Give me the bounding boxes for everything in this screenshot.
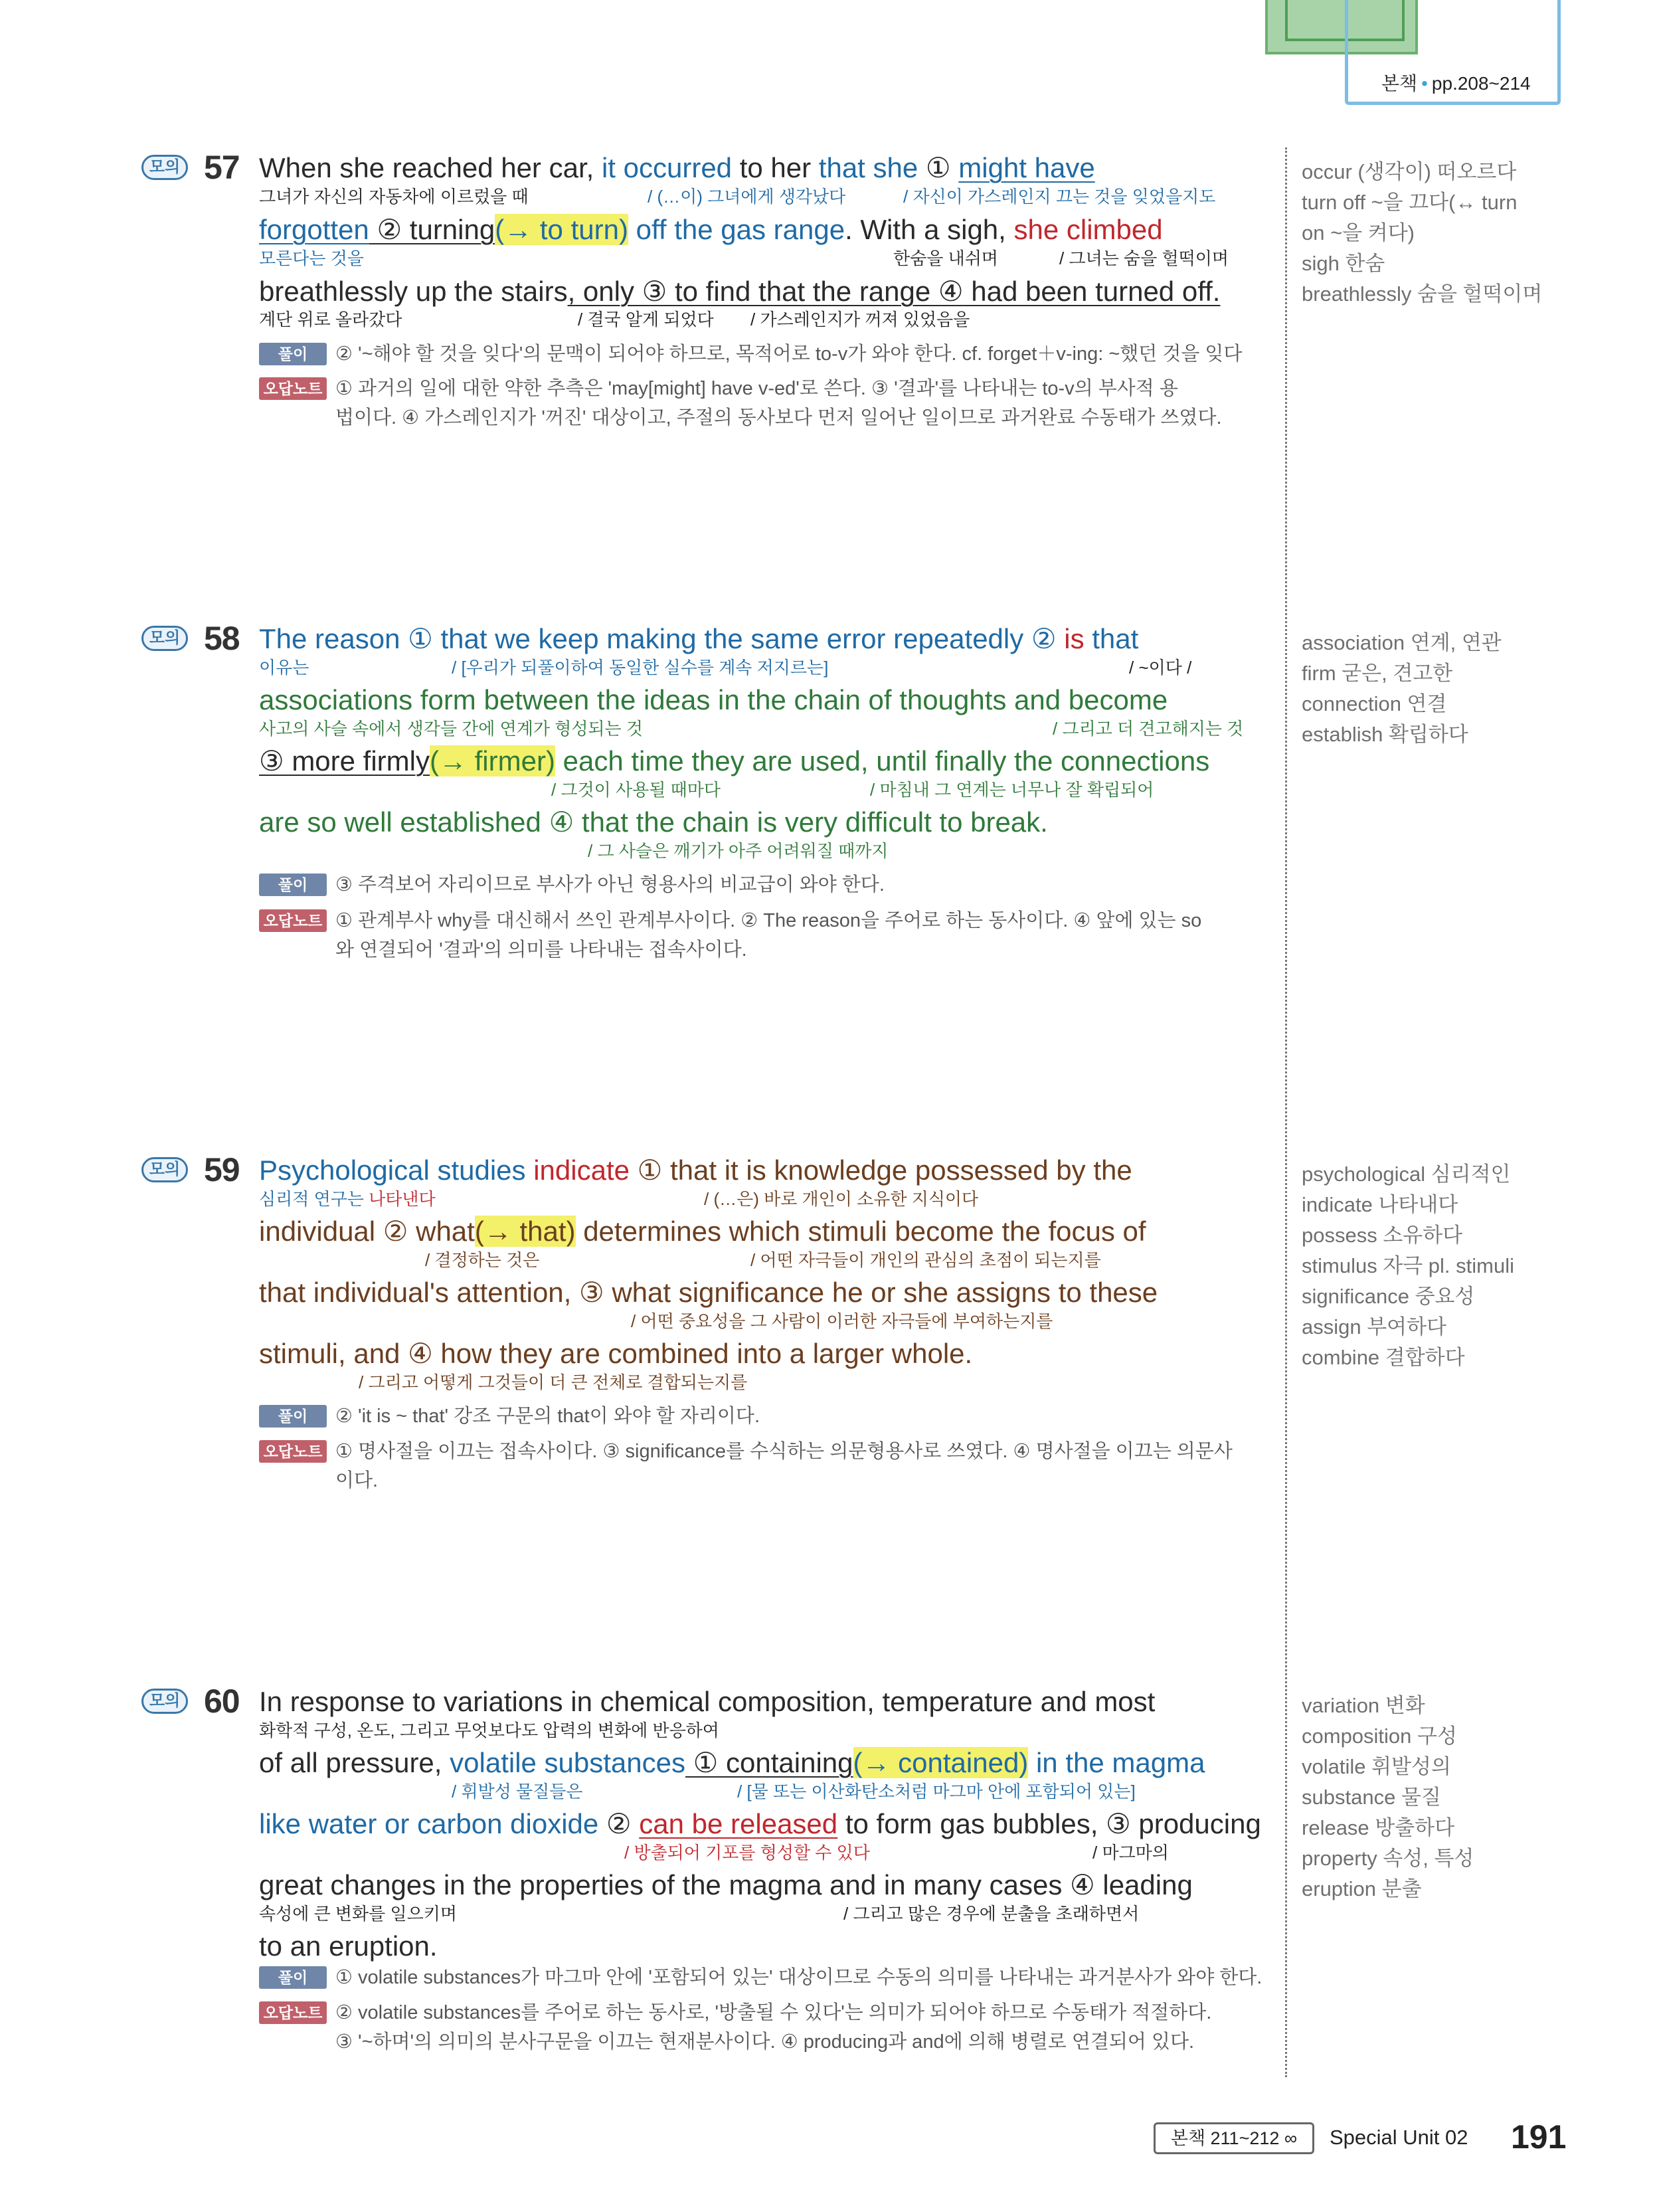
wrong-answer-tag: 오답노트 bbox=[259, 909, 327, 932]
vocab-item: indicate 나타내다 bbox=[1302, 1193, 1458, 1216]
explanation: ② '~해야 할 것을 잊다'의 문맥이 되어야 하므로, 목적어로 to-v가 와야 한다. cf. forget＋v-ing: ~했던 것을 잊다 bbox=[335, 343, 1243, 365]
mock-exam-badge: 모의 bbox=[141, 1689, 188, 1714]
translation: 화학적 구성, 온도, 그리고 무엇보다도 압력의 변화에 반응하여 bbox=[259, 1720, 719, 1740]
mock-exam-badge: 모의 bbox=[141, 1157, 188, 1182]
explain-tag: 풀이 bbox=[259, 874, 327, 896]
explanation: ② 'it is ~ that' 강조 구문의 that이 와야 할 자리이다. bbox=[335, 1406, 760, 1427]
translation: / [물 또는 이산화탄소처럼 마그마 안에 포함되어 있는] bbox=[737, 1782, 1136, 1801]
explain-tag: 풀이 bbox=[259, 1405, 327, 1428]
vocab-item: substance 물질 bbox=[1302, 1786, 1441, 1809]
translation: / 마그마의 bbox=[1092, 1843, 1169, 1863]
page-reference bbox=[1381, 69, 1531, 96]
sentence-line-1: In response to variations in chemical composition, temperature and most bbox=[259, 1686, 1156, 1717]
wrong-answer-note: ② volatile substances를 주어로 하는 동사로, '방출될 수 있다'는 의미가 되어야 하므로 수동태가 적절하다. bbox=[335, 2002, 1212, 2023]
mock-exam-badge: 모의 bbox=[141, 626, 188, 651]
translation: 한숨을 내쉬며 bbox=[893, 248, 998, 268]
wrong-answer-note: ① 과거의 일에 대한 약한 추측은 'may[might] have v-ed'로 쓴다. ③ '결과'를 나타내는 to-v의 부사적 용 bbox=[335, 378, 1178, 399]
translation: / 어떤 자극들이 개인의 관심의 초점이 되는지를 bbox=[750, 1250, 1101, 1270]
translation: / 자신이 가스레인지 끄는 것을 잊었을지도 bbox=[903, 187, 1216, 207]
translation: / 마침내 그 연계는 너무나 잘 확립되어 bbox=[870, 780, 1154, 800]
translation: / 방출되어 기포를 형성할 수 있다 bbox=[624, 1843, 870, 1863]
vocab-item: breathlessly 숨을 헐떡이며 bbox=[1302, 282, 1543, 306]
vocab-item: variation 변화 bbox=[1302, 1694, 1425, 1717]
explanation: ① volatile substances가 마그마 안에 '포함되어 있는' 대상이므로 수동의 의미를 나타내는 과거분사가 와야 한다. bbox=[335, 1967, 1262, 1988]
vocab-item: combine 결합하다 bbox=[1302, 1346, 1465, 1369]
vocab-item: composition 구성 bbox=[1302, 1724, 1457, 1748]
vocab-item: occur (생각이) 떠오르다 bbox=[1302, 160, 1517, 183]
vocab-item: association 연계, 연관 bbox=[1302, 631, 1502, 654]
translation: 심리적 연구는 나타낸다 bbox=[259, 1189, 436, 1209]
translation: / (…이) 그녀에게 생각났다 bbox=[648, 187, 846, 207]
explain-tag: 풀이 bbox=[259, 343, 327, 365]
wrong-answer-note: ③ '~하며'의 의미의 분사구문을 이끄는 현재분사이다. ④ producing과 and에 의해 병렬로 연결되어 있다. bbox=[335, 2031, 1195, 2053]
sentence-line-2: associations form between the ideas in the chain of thoughts and become bbox=[259, 684, 1168, 715]
question-number: 60 bbox=[204, 1683, 240, 1720]
sentence-line-2: individual ② what(→ that) determines which stimuli become the focus of bbox=[259, 1216, 1146, 1247]
translation: / 어떤 중요성을 그 사람이 이러한 자극들에 부여하는지를 bbox=[631, 1311, 1053, 1331]
wrong-answer-note: 법이다. ④ 가스레인지가 '꺼진' 대상이고, 주절의 동사보다 먼저 일어난 일이므로 과거완료 수동태가 쓰였다. bbox=[335, 407, 1222, 428]
sentence-line-3: breathlessly up the stairs, only ③ to find that the range ④ had been turned off. bbox=[259, 276, 1221, 307]
vocab-item: release 방출하다 bbox=[1302, 1816, 1455, 1839]
vocab-item: establish 확립하다 bbox=[1302, 723, 1468, 746]
vocab-item: turn off ~을 끄다(↔ turn bbox=[1302, 191, 1518, 214]
sentence-line-3: that individual's attention, ③ what significance he or she assigns to these bbox=[259, 1277, 1158, 1308]
translation: / 그 사슬은 깨기가 아주 어려워질 때까지 bbox=[588, 841, 889, 861]
sentence-line-4: great changes in the properties of the magma and in many cases ④ leading bbox=[259, 1869, 1193, 1900]
translation: / 결국 알게 되었다 bbox=[578, 310, 714, 329]
translation: 속성에 큰 변화를 일으키며 bbox=[259, 1904, 457, 1924]
vocab-item: property 속성, 특성 bbox=[1302, 1847, 1474, 1870]
page-range: pp.208~214 bbox=[1431, 73, 1531, 94]
sentence-line-1: When she reached her car, it occurred to her that she ① might have bbox=[259, 152, 1095, 183]
translation: 이유는 bbox=[259, 658, 309, 678]
vocab-item: possess 소유하다 bbox=[1302, 1224, 1463, 1247]
vocab-item: on ~을 켜다) bbox=[1302, 221, 1415, 244]
vocab-item: eruption 분출 bbox=[1302, 1877, 1422, 1900]
translation: / 결정하는 것은 bbox=[425, 1250, 540, 1270]
wrong-answer-note: ① 명사절을 이끄는 접속사이다. ③ significance를 수식하는 의문형용사로 쓰였다. ④ 명사절을 이끄는 의문사 bbox=[335, 1441, 1233, 1462]
vocab-item: sigh 한숨 bbox=[1302, 252, 1385, 275]
sentence-line-3: like water or carbon dioxide ② can be released to form gas bubbles, ③ producing bbox=[259, 1808, 1261, 1839]
wrong-answer-note: 와 연결되어 '결과'의 의미를 나타내는 접속사이다. bbox=[335, 939, 747, 961]
translation: / (…은) 바로 개인이 소유한 지식이다 bbox=[704, 1189, 979, 1209]
translation: / 그녀는 숨을 헐떡이며 bbox=[1059, 248, 1229, 268]
vocab-item: connection 연결 bbox=[1302, 692, 1447, 715]
wrong-answer-note: ① 관계부사 why를 대신해서 쓰인 관계부사이다. ② The reason을 주어로 하는 동사이다. ④ 앞에 있는 so bbox=[335, 910, 1202, 931]
translation: / 가스레인지가 꺼져 있었음을 bbox=[750, 310, 970, 329]
translation: 사고의 사슬 속에서 생각들 간에 연계가 형성되는 것 bbox=[259, 719, 644, 739]
wrong-answer-tag: 오답노트 bbox=[259, 377, 327, 400]
sentence-line-2: forgotten ② turning(→ to turn) off the gas range. With a sigh, she climbed bbox=[259, 214, 1163, 245]
sentence-line-4: are so well established ④ that the chain is very difficult to break. bbox=[259, 806, 1048, 838]
wrong-answer-tag: 오답노트 bbox=[259, 2001, 327, 2024]
book-page-reference: 본책 211~212 ∞ bbox=[1154, 2122, 1314, 2154]
vocab-item: significance 중요성 bbox=[1302, 1285, 1475, 1308]
sentence-line-1: Psychological studies indicate ① that it is knowledge possessed by the bbox=[259, 1154, 1132, 1186]
mock-exam-badge: 모의 bbox=[141, 155, 188, 180]
translation: / 휘발성 물질들은 bbox=[452, 1782, 583, 1801]
book-label: 본책 bbox=[1381, 73, 1418, 94]
translation: / 그것이 사용될 때마다 bbox=[551, 780, 721, 800]
question-number: 58 bbox=[204, 620, 240, 657]
translation: 모른다는 것을 bbox=[259, 248, 364, 268]
translation: 계단 위로 올라갔다 bbox=[259, 310, 402, 329]
wrong-answer-tag: 오답노트 bbox=[259, 1440, 327, 1463]
vocab-item: assign 부여하다 bbox=[1302, 1315, 1447, 1338]
translation: / [우리가 되풀이하여 동일한 실수를 계속 저지르는] bbox=[452, 658, 829, 678]
explanation: ③ 주격보어 자리이므로 부사가 아닌 형용사의 비교급이 와야 한다. bbox=[335, 874, 885, 895]
sentence-line-1: The reason ① that we keep making the same error repeatedly ② is that bbox=[259, 623, 1139, 654]
page-number: 191 bbox=[1511, 2118, 1567, 2156]
translation: / 그리고 많은 경우에 분출을 초래하면서 bbox=[843, 1904, 1140, 1924]
wrong-answer-note: 이다. bbox=[335, 1470, 379, 1491]
translation: / 그리고 더 견고해지는 것 bbox=[1053, 719, 1244, 739]
unit-label: Special Unit 02 bbox=[1330, 2126, 1468, 2149]
explain-tag: 풀이 bbox=[259, 1966, 327, 1989]
translation: 그녀가 자신의 자동차에 이르렀을 때 bbox=[259, 187, 529, 207]
bullet-icon: • bbox=[1421, 73, 1428, 94]
vocab-divider bbox=[1285, 147, 1287, 2077]
vocab-item: firm 굳은, 견고한 bbox=[1302, 662, 1453, 685]
translation: / 그리고 어떻게 그것들이 더 큰 전체로 결합되는지를 bbox=[359, 1372, 748, 1392]
sentence-line-3: ③ more firmly(→ firmer) each time they are used, until finally the connections bbox=[259, 745, 1210, 777]
question-number: 57 bbox=[204, 149, 240, 186]
sentence-line-5: to an eruption. bbox=[259, 1930, 438, 1962]
sentence-line-4: stimuli, and ④ how they are combined into a larger whole. bbox=[259, 1338, 973, 1369]
sentence-line-2: of all pressure, volatile substances ① containing(→ contained) in the magma bbox=[259, 1747, 1205, 1778]
translation: / ~이다 / bbox=[1129, 658, 1192, 678]
question-number: 59 bbox=[204, 1151, 240, 1188]
vocab-item: stimulus 자극 pl. stimuli bbox=[1302, 1254, 1515, 1277]
vocab-item: psychological 심리적인 bbox=[1302, 1162, 1511, 1186]
vocab-item: volatile 휘발성의 bbox=[1302, 1755, 1451, 1778]
